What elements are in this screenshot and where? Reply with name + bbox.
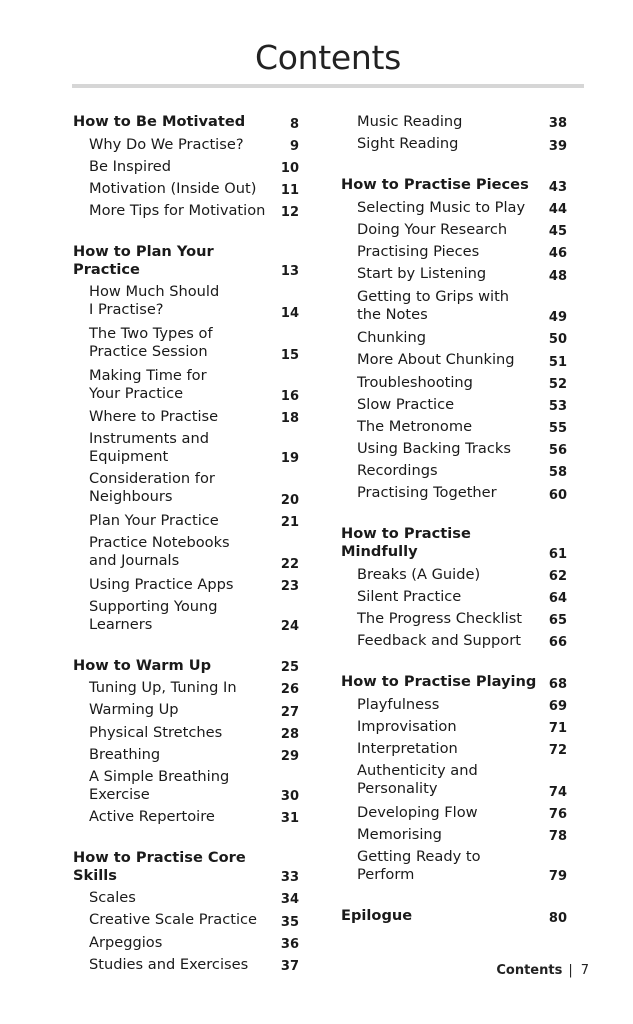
toc-section — [341, 523, 567, 652]
toc-entry-label: Practice Notebooks and Journals — [89, 534, 230, 570]
toc-page-number: 29 — [280, 748, 299, 764]
toc-page-number: 38 — [548, 116, 567, 132]
toc-entry-a-simple-breathing-exercise[interactable] — [73, 766, 299, 806]
toc-page-number: 36 — [280, 936, 299, 952]
toc-entry-label: Improvisation — [357, 718, 457, 735]
toc-entry-label: Why Do We Practise? — [89, 135, 244, 153]
toc-entry-more-tips-for-motivation[interactable] — [73, 200, 299, 222]
toc-entry-the-two-types-of-practice-session[interactable] — [73, 323, 299, 365]
toc-entry-consideration-for-neighbours[interactable] — [73, 468, 299, 510]
toc-section — [73, 241, 299, 636]
toc-entry-instruments-and-equipment[interactable] — [73, 428, 299, 468]
toc-page-number: 80 — [548, 910, 567, 926]
toc-page-number: 34 — [280, 892, 299, 908]
toc-entry-how-much-should-i-practise[interactable] — [73, 281, 299, 323]
toc-page-number: 27 — [280, 704, 299, 720]
toc-entry-label: Scales — [89, 889, 136, 907]
toc-page-number: 74 — [548, 784, 567, 800]
toc-entry-scales[interactable] — [73, 887, 299, 909]
toc-section — [73, 655, 299, 828]
toc-heading-label: How to Practise Mindfully — [341, 525, 471, 561]
toc-heading-how-to-plan-your-practice[interactable] — [73, 241, 299, 281]
toc-entry-label: Practising Pieces — [357, 243, 480, 261]
toc-entry-start-by-listening[interactable] — [341, 263, 567, 285]
toc-entry-music-reading[interactable] — [341, 111, 567, 133]
toc-section — [73, 847, 299, 976]
toc-entry-troubleshooting[interactable] — [341, 371, 567, 393]
toc-entry-recordings[interactable] — [341, 460, 567, 482]
toc-section — [73, 111, 299, 222]
toc-entry-sight-reading[interactable] — [341, 133, 567, 155]
toc-page-number: 15 — [280, 347, 299, 363]
toc-entry-label: Practising Together — [357, 484, 497, 502]
toc-page-number: 55 — [548, 421, 567, 437]
toc-entry-label: A Simple Breathing Exercise — [89, 767, 230, 803]
toc-page-number: 18 — [280, 411, 299, 427]
toc-heading-label: How to Be Motivated — [73, 113, 246, 130]
toc-entry-arpeggios[interactable] — [73, 931, 299, 953]
toc-heading-how-to-practise-core-skills[interactable] — [73, 847, 299, 887]
toc-entry-label: Active Repertoire — [89, 807, 215, 825]
toc-entry-label: Motivation (Inside Out) — [89, 179, 257, 197]
toc-page-number: 60 — [548, 487, 567, 503]
toc-entry-playfulness[interactable] — [341, 694, 567, 716]
toc-entry-memorising[interactable] — [341, 824, 567, 846]
toc-entry-label: Troubleshooting — [357, 373, 473, 391]
toc-heading-how-to-warm-up[interactable] — [73, 655, 299, 677]
toc-page-number: 62 — [548, 568, 567, 584]
toc-page-number: 76 — [548, 807, 567, 823]
toc-heading-label: How to Practise Pieces — [341, 176, 529, 194]
toc-page-number: 44 — [548, 202, 567, 218]
toc-entry-label: Developing Flow — [357, 803, 478, 821]
toc-page-number: 35 — [280, 914, 299, 930]
toc-entry-slow-practice[interactable] — [341, 394, 567, 416]
toc-page-number: 33 — [280, 870, 299, 886]
toc-entry-label: Slow Practice — [357, 395, 455, 413]
toc-heading-how-to-practise-pieces[interactable] — [341, 174, 567, 196]
toc-page-number: 10 — [280, 160, 299, 176]
toc-page-number: 8 — [289, 116, 299, 132]
toc-entry-silent-practice[interactable] — [341, 586, 567, 608]
toc-entry-label: Studies and Exercises — [89, 955, 249, 973]
toc-page-number: 64 — [548, 591, 567, 607]
toc-entry-label: Feedback and Support — [357, 632, 521, 650]
toc-entry-label: More About Chunking — [357, 351, 515, 369]
toc-entry-where-to-practise[interactable] — [73, 406, 299, 428]
toc-entry-label: Music Reading — [357, 113, 463, 131]
toc-entry-label: Breathing — [89, 745, 161, 763]
toc-page-number: 50 — [548, 332, 567, 348]
toc-heading-label: Epilogue — [341, 907, 413, 925]
toc-page-number: 39 — [548, 138, 567, 154]
toc-entry-label: Getting Ready to Perform — [357, 848, 481, 884]
toc-entry-label: The Metronome — [357, 417, 473, 435]
toc-entry-label: Consideration for Neighbours — [89, 470, 215, 506]
toc-page-number: 58 — [548, 465, 567, 481]
toc-page-number: 48 — [548, 268, 567, 284]
toc-page-number: 61 — [548, 546, 567, 562]
toc-page-number: 20 — [280, 492, 299, 508]
toc-heading-label: How to Practise Playing — [341, 673, 537, 691]
toc-entry-the-metronome[interactable] — [341, 416, 567, 438]
page-title: Contents — [254, 38, 402, 77]
toc-entry-breathing[interactable] — [73, 744, 299, 766]
toc-page-number: 19 — [280, 451, 299, 467]
toc-page-number: 45 — [548, 224, 567, 240]
toc-page-number: 53 — [548, 398, 567, 414]
toc-entry-label: Making Time for Your Practice — [89, 366, 207, 402]
toc-entry-the-progress-checklist[interactable] — [341, 608, 567, 630]
toc-page-number: 30 — [280, 788, 299, 804]
toc-heading-label: How to Practise Core Skills — [73, 848, 246, 884]
toc-page-number: 46 — [548, 246, 567, 262]
toc-entry-more-about-chunking[interactable] — [341, 349, 567, 371]
toc-entry-supporting-young-learners[interactable] — [73, 596, 299, 636]
toc-entry-practising-pieces[interactable] — [341, 241, 567, 263]
toc-page-number: 78 — [548, 829, 567, 845]
toc-entry-label: Memorising — [357, 826, 442, 844]
toc-page-number: 71 — [548, 721, 567, 737]
toc-heading-how-to-be-motivated[interactable] — [73, 111, 299, 133]
toc-heading-how-to-practise-playing[interactable] — [341, 671, 567, 693]
toc-entry-selecting-music-to-play[interactable] — [341, 197, 567, 219]
toc-entry-warming-up[interactable] — [73, 699, 299, 721]
footer-separator: | — [568, 963, 573, 978]
toc-page-number: 12 — [280, 205, 299, 221]
toc-page-number: 66 — [548, 635, 567, 651]
toc-page-number: 26 — [280, 682, 299, 698]
toc-entry-improvisation[interactable] — [341, 716, 567, 738]
toc-entry-practising-together[interactable] — [341, 482, 567, 504]
toc-entry-physical-stretches[interactable] — [73, 721, 299, 743]
toc-page-number: 43 — [548, 179, 567, 195]
toc-entry-label: Tuning Up, Tuning In — [89, 679, 237, 697]
toc-entry-label: Recordings — [357, 462, 438, 480]
toc-entry-label: Be Inspired — [89, 157, 172, 175]
toc-entry-label: The Progress Checklist — [357, 610, 523, 628]
toc-page-number: 49 — [548, 310, 567, 326]
toc-entry-motivation-inside-out[interactable] — [73, 178, 299, 200]
toc-entry-tuning-up-tuning-in[interactable] — [73, 677, 299, 699]
toc-entry-label: Creative Scale Practice — [89, 911, 258, 929]
toc-entry-authenticity-and-personality[interactable] — [341, 760, 567, 802]
toc-page-number: 51 — [548, 354, 567, 370]
toc-entry-be-inspired[interactable] — [73, 156, 299, 178]
toc-entry-label: Silent Practice — [357, 587, 462, 605]
toc-section — [341, 174, 567, 504]
toc-page-number: 22 — [280, 556, 299, 572]
toc-entry-label: Getting to Grips with the Notes — [357, 287, 510, 323]
toc-entry-getting-ready-to-perform[interactable] — [341, 846, 567, 886]
toc-entry-chunking[interactable] — [341, 327, 567, 349]
toc-entry-interpretation[interactable] — [341, 738, 567, 760]
toc-page-number: 56 — [548, 443, 567, 459]
toc-entry-label: How Much Should I Practise? — [89, 283, 220, 319]
toc-page-number: 52 — [548, 376, 567, 392]
toc-entry-label: Playfulness — [357, 695, 440, 713]
toc-entry-using-backing-tracks[interactable] — [341, 438, 567, 460]
toc-entry-getting-to-grips-with-the-notes[interactable] — [341, 285, 567, 327]
toc-page-number: 14 — [280, 306, 299, 322]
toc-section — [341, 111, 567, 155]
toc-entry-plan-your-practice[interactable] — [73, 510, 299, 532]
toc-entry-label: Arpeggios — [89, 933, 163, 951]
toc-page-number: 9 — [289, 138, 299, 154]
toc-section — [341, 671, 567, 886]
toc-right-column — [341, 111, 567, 927]
toc-page-number: 65 — [548, 613, 567, 629]
toc-entry-label: Start by Listening — [357, 265, 487, 283]
toc-heading-label: How to Plan Your Practice — [73, 243, 214, 278]
toc-entry-breaks-a-guide[interactable] — [341, 564, 567, 586]
toc-page-number: 13 — [280, 264, 299, 280]
toc-page-number: 79 — [548, 869, 567, 885]
toc-entry-label: Supporting Young Learners — [89, 597, 218, 633]
toc-entry-label: The Two Types of Practice Session — [89, 325, 213, 361]
toc-left-column — [73, 111, 299, 976]
toc-entry-feedback-and-support[interactable] — [341, 630, 567, 652]
toc-page-number: 68 — [548, 676, 567, 692]
toc-heading-how-to-practise-mindfully[interactable] — [341, 523, 567, 563]
toc-entry-label: Warming Up — [89, 701, 179, 719]
toc-entry-label: Interpretation — [357, 740, 458, 758]
toc-entry-label: More Tips for Motivation — [89, 202, 266, 220]
toc-page-number: 28 — [280, 726, 299, 742]
toc-page-number: 21 — [280, 515, 299, 531]
title-divider — [72, 84, 584, 88]
toc-entry-label: Sight Reading — [357, 135, 459, 153]
toc-entry-label: Physical Stretches — [89, 723, 223, 741]
toc-entry-label: Chunking — [357, 329, 426, 347]
toc-page-number: 23 — [280, 578, 299, 594]
toc-page-number: 72 — [548, 743, 567, 759]
toc-section — [341, 905, 567, 927]
toc-entry-label: Where to Practise — [89, 408, 219, 426]
toc-entry-active-repertoire[interactable] — [73, 806, 299, 828]
toc-entry-using-practice-apps[interactable] — [73, 573, 299, 595]
toc-page-number: 37 — [280, 958, 299, 974]
page-footer — [496, 962, 589, 980]
toc-page-number: 69 — [548, 699, 567, 715]
toc-entry-practice-notebooks-and-journals[interactable] — [73, 532, 299, 574]
toc-entry-studies-and-exercises[interactable] — [73, 954, 299, 976]
toc-page-number: 25 — [280, 660, 299, 676]
toc-entry-label: Plan Your Practice — [89, 511, 219, 529]
toc-entry-label: Selecting Music to Play — [357, 198, 526, 216]
page-number: 7 — [580, 963, 589, 978]
toc-entry-why-do-we-practise[interactable] — [73, 133, 299, 155]
toc-entry-label: Using Backing Tracks — [357, 440, 511, 458]
toc-heading-epilogue[interactable] — [341, 905, 567, 927]
toc-entry-doing-your-research[interactable] — [341, 219, 567, 241]
toc-page-number: 31 — [280, 811, 299, 827]
toc-entry-making-time-for-your-practice[interactable] — [73, 364, 299, 406]
toc-entry-label: Instruments and Equipment — [89, 430, 209, 466]
toc-entry-developing-flow[interactable] — [341, 802, 567, 824]
toc-entry-creative-scale-practice[interactable] — [73, 909, 299, 931]
footer-label: Contents — [496, 963, 563, 978]
toc-page-number: 16 — [280, 389, 299, 405]
toc-entry-label: Using Practice Apps — [89, 575, 234, 593]
toc-heading-label: How to Warm Up — [73, 656, 212, 674]
toc-entry-label: Breaks (A Guide) — [357, 565, 481, 583]
toc-entry-label: Doing Your Research — [357, 221, 508, 239]
toc-page-number: 24 — [280, 618, 299, 634]
toc-entry-label: Authenticity and Personality — [357, 762, 478, 798]
toc-page-number: 11 — [280, 183, 299, 199]
